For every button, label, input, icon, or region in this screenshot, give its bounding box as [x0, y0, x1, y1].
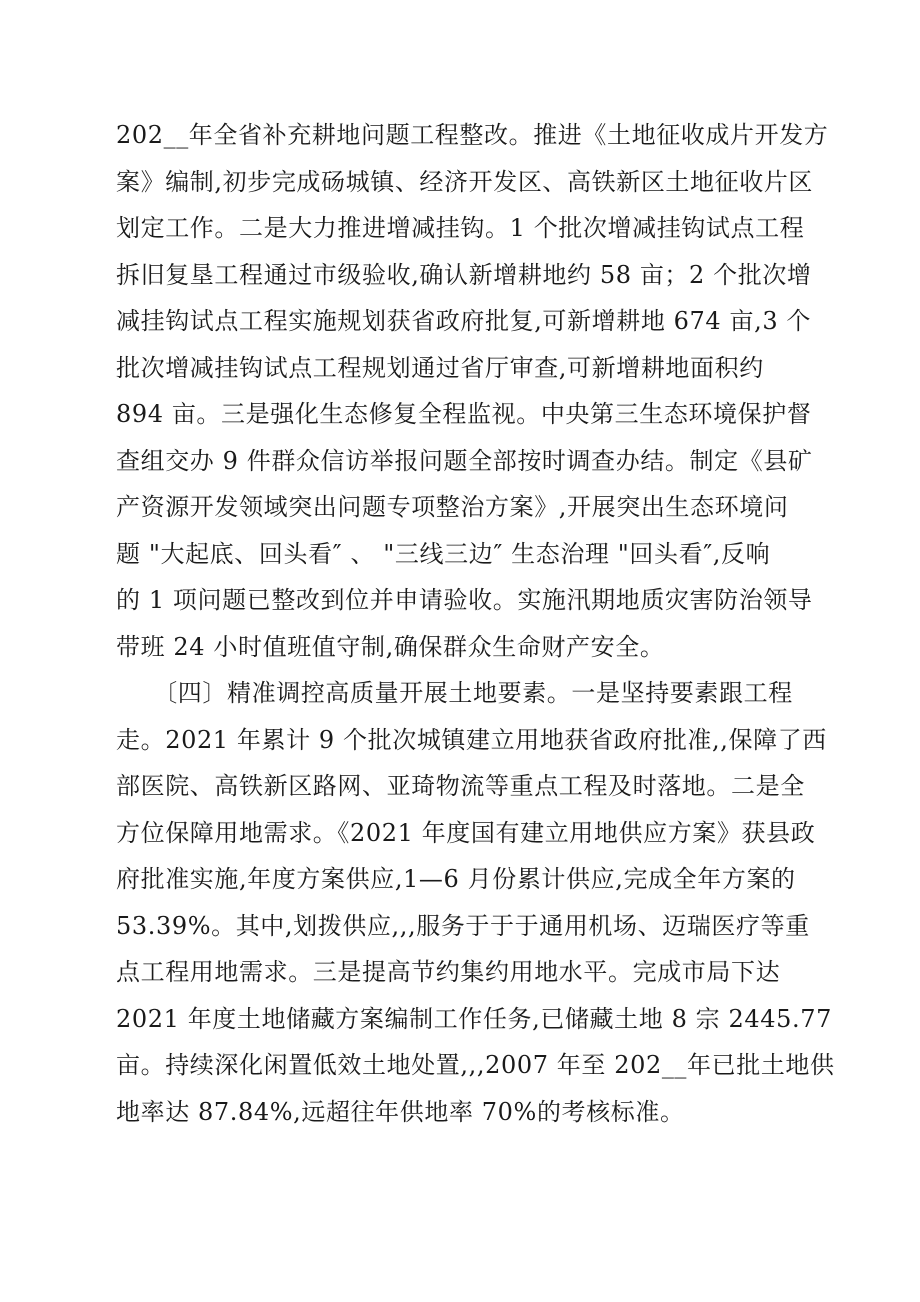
text-line: 产资源开发领域突出问题专项整治方案》,开展突出生态环境问 — [116, 493, 789, 521]
text-line: 题 "大起底、回头看″ 、 "三线三边″ 生态治理 "回头看″,反响 — [116, 539, 771, 568]
text-line: 拆旧复垦工程通过市级验收,确认新增耕地约 58 亩；2 个批次增 — [116, 260, 812, 289]
text-line: 府批准实施,年度方案供应,1—6 月份累计供应,完成全年方案的 — [116, 865, 796, 893]
text-line: 53.39%。其中,划拨供应,,,服务于于于通用机场、迈瑞医疗等重 — [116, 911, 810, 940]
text-line: 案》编制,初步完成砀城镇、经济开发区、高铁新区土地征收片区 — [116, 167, 814, 196]
text-line: 方位保障用地需求。《2021 年度国有建立用地供应方案》获县政 — [116, 818, 816, 847]
text-line: 2021 年度土地储藏方案编制工作任务,已储藏土地 8 宗 2445.77 — [116, 1004, 832, 1033]
text-line: 划定工作。二是大力推进增减挂钩。1 个批次增减挂钩试点工程 — [116, 214, 805, 242]
text-line: 亩。持续深化闲置低效土地处置,,,2007 年至 202__年已批土地供 — [116, 1051, 835, 1079]
text-line: 894 亩。三是强化生态修复全程监视。中央第三生态环境保护督 — [116, 400, 812, 428]
text-line: 批次增减挂钩试点工程规划通过省厅审查,可新增耕地面积约 — [116, 353, 764, 382]
paragraph-start-line: 〔四〕精准调控高质量开展土地要素。一是坚持要素跟工程 — [116, 679, 793, 707]
text-line: 部医院、高铁新区路网、亚琦物流等重点工程及时落地。二是全 — [116, 772, 805, 800]
text-line: 的 1 项问题已整改到位并申请验收。实施汛期地质灾害防治领导 — [116, 586, 813, 614]
text-line: 减挂钩试点工程实施规划获省政府批复,可新增耕地 674 亩,3 个 — [116, 307, 812, 335]
text-line: 点工程用地需求。三是提高节约集约用地水平。完成市局下达 — [116, 958, 781, 986]
text-line: 带班 24 小时值班值守制,确保群众生命财产安全。 — [116, 632, 665, 661]
text-line: 走。2021 年累计 9 个批次城镇建立用地获省政府批准,,保障了西 — [116, 725, 827, 754]
text-line: 地率达 87.84%,远超往年供地率 70%的考核标准。 — [116, 1097, 685, 1126]
body-text — [116, 112, 835, 1135]
text-line: 查组交办 9 件群众信访举报问题全部按时调查办结。制定《县矿 — [116, 446, 813, 475]
text-line: 202__年全省补充耕地问题工程整改。推进《土地征收成片开发方 — [116, 121, 829, 149]
